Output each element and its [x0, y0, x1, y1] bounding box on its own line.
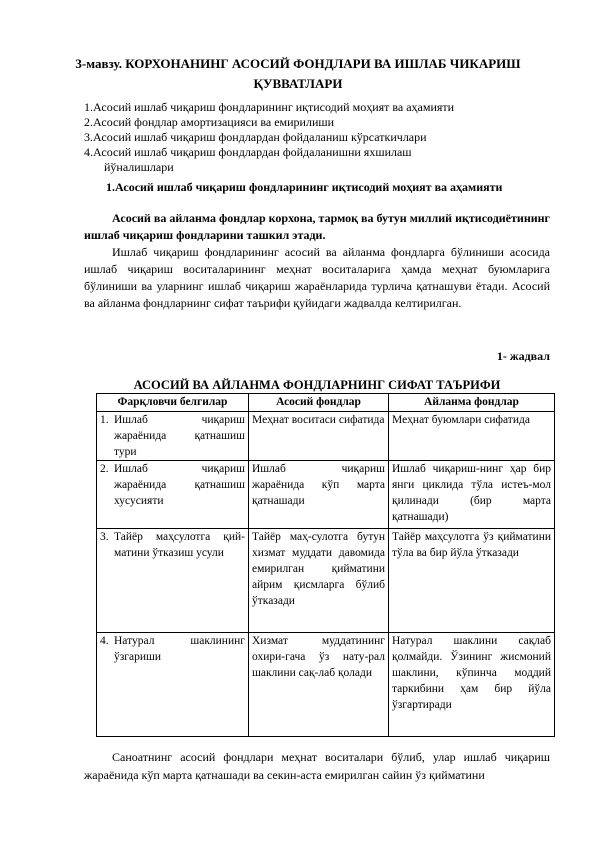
header-circulating-assets: Айланма фондлар	[389, 394, 555, 412]
table-row	[97, 412, 555, 461]
table-row	[97, 633, 555, 737]
circulating-assets-cell: Ишлаб чиқариш-нинг ҳар бир янги циклида тўла истеъ-мол қилинади (бир марта қатнашади)	[389, 461, 555, 529]
fixed-assets-cell: Хизмат муддатининг охири-гача ўз нату-рал шаклини сақ-лаб қолади	[249, 633, 389, 737]
row-number: 1.	[100, 414, 109, 426]
criterion-text: Тайёр маҳсулотга қий-матини ўтказиш усули	[114, 531, 245, 559]
document-title-line-2: ҚУВВАТЛАРИ	[253, 76, 343, 91]
table-of-contents	[84, 100, 544, 175]
section-heading: 1.Асосий ишлаб чиқариш фондларининг иқтисодий моҳият ва аҳамияти	[106, 180, 503, 194]
bottom-paragraph: Саноатнинг асосий фондлари меҳнат воситалари бўлиб, улар ишлаб чиқариш жараёнида кўп марта қатнашади ва секин-аста емирилган сайин ўз қийматини	[84, 750, 550, 782]
row-number: 4.	[100, 635, 109, 647]
table-title: АСОСИЙ ВА АЙЛАНМА ФОНДЛАРНИНГ СИФАТ ТАЪРИФИ	[133, 378, 501, 392]
header-criteria: Фарқловчи белгилар	[97, 394, 249, 412]
row-number: 2.	[100, 463, 109, 475]
header-fixed-assets: Асосий фондлар	[249, 394, 389, 412]
intro-bold-paragraph: Асосий ва айланма фондлар корхона, тармоқ ва бутун миллий иқтисодиётининг ишлаб чиқариш фондларини ташкил этади.	[84, 211, 551, 242]
comparison-table	[96, 393, 555, 737]
criterion-text: Ишлаб чиқариш жараёнида қатнашиш хусусияти	[114, 463, 245, 507]
table-row	[97, 461, 555, 529]
row-number: 3.	[100, 531, 109, 543]
toc-item: 3.Асосий ишлаб чиқариш фондлардан фойдаланиш кўрсаткичлари	[84, 130, 427, 144]
circulating-assets-cell: Меҳнат буюмлари сифатида	[389, 412, 555, 461]
toc-item: 4.Асосий ишлаб чиқариш фондлардан фойдаланишни яхшилаш	[84, 145, 412, 159]
table-header-row	[97, 394, 555, 412]
toc-item-continuation: йўналишлари	[104, 160, 174, 174]
fixed-assets-cell: Тайёр маҳ-сулотга бутун хизмат муддати давомида емирилган қийматини айрим қисмларга бўлиб ўтказади	[249, 529, 389, 633]
circulating-assets-cell: Натурал шаклини сақлаб қолмайди. Ўзининг жисмоний шаклини, кўпинча моддий таркибини ҳам бир йўла ўзгартиради	[389, 633, 555, 737]
criterion-cell	[97, 633, 249, 737]
criterion-cell	[97, 461, 249, 529]
criterion-cell	[97, 529, 249, 633]
table-row	[97, 529, 555, 633]
table-number: 1- жадвал	[496, 349, 550, 363]
document-title-line-1: 3-мавзу. КОРХОНАНИНГ АСОСИЙ ФОНДЛАРИ ВА ИШЛАБ ЧИКАРИШ	[75, 56, 521, 71]
toc-item: 2.Асосий фондлар амортизацияси ва емирилиши	[84, 115, 335, 129]
fixed-assets-cell: Меҳнат воситаси сифатида	[249, 412, 389, 461]
criterion-text: Ишлаб чиқариш жараёнида қатнашиш тури	[114, 414, 245, 458]
criterion-cell	[97, 412, 249, 461]
criterion-text: Натурал шаклининг ўзгариши	[114, 635, 245, 663]
main-paragraph: Ишлаб чиқариш фондларининг асосий ва айланма фондларга бўлиниши асосида ишлаб чиқариш воситаларининг меҳнат воситаларига ҳамда меҳнат буюмларига бўлиниши ва уларнинг ишлаб чиқариш жараёнларида турлича қатнашуви ётади. Асосий ва айланма фондларнинг сифат таърифи қуйидаги жадвалда келтирилган.	[84, 245, 550, 310]
circulating-assets-cell: Тайёр маҳсулотга ўз қийматини тўла ва бир йўла ўтказади	[389, 529, 555, 633]
fixed-assets-cell: Ишлаб чиқариш жараёнида кўп марта қатнашади	[249, 461, 389, 529]
toc-item: 1.Асосий ишлаб чиқариш фондларининг иқтисодий моҳият ва аҳамияти	[84, 100, 455, 114]
